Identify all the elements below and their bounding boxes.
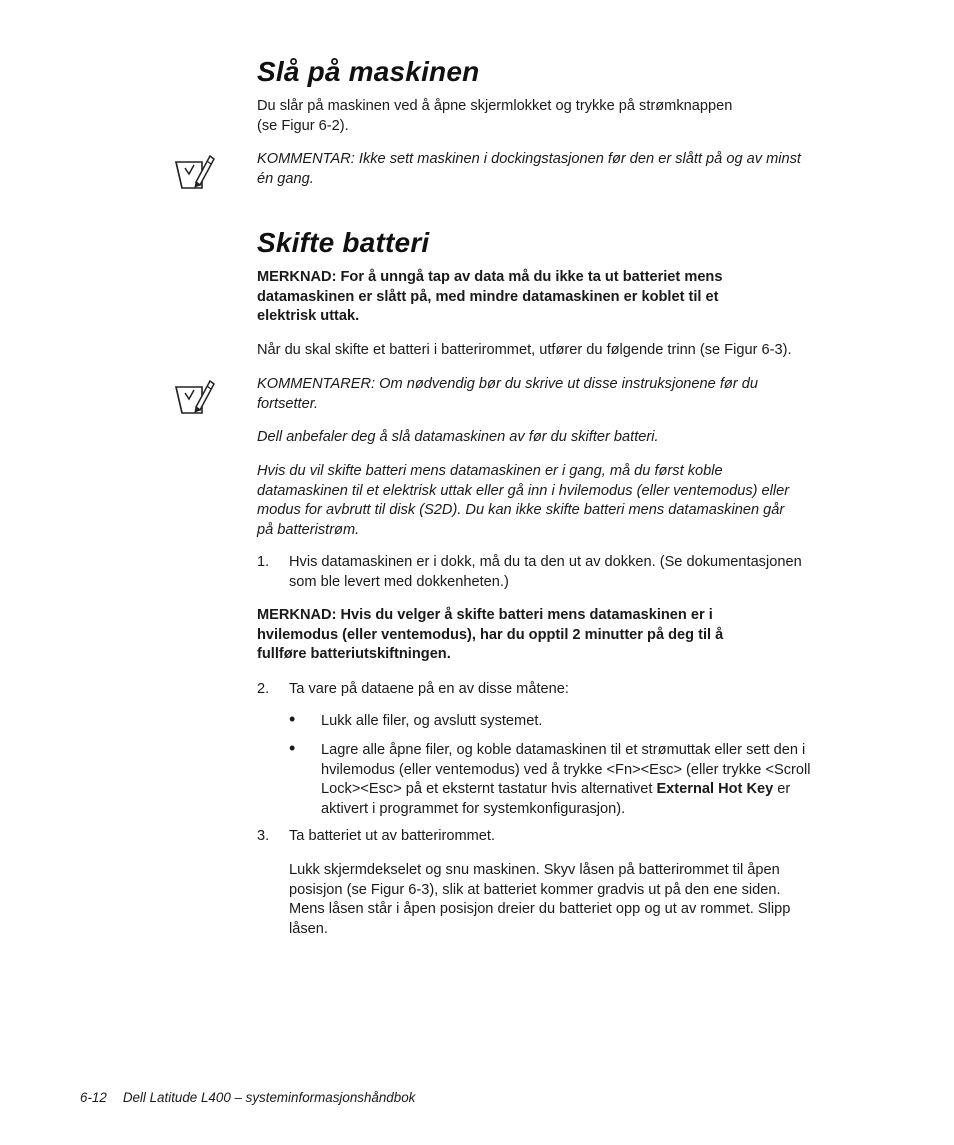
step-1 — [257, 553, 877, 593]
hot-swap-comment — [257, 462, 877, 540]
power-on-instructions — [257, 97, 877, 136]
step-2 — [257, 680, 877, 700]
note-pencil-icon — [172, 377, 216, 417]
text-line: KOMMENTAR: Ikke sett maskinen i dockingstasjonen før den er slått på og av minst — [257, 151, 801, 167]
text-line: datamaskinen til et elektrisk uttak eller gå inn i hvilemodus (eller ventemodus) eller — [257, 482, 790, 499]
comments-print-instructions — [257, 375, 877, 414]
bullet-text — [321, 741, 869, 819]
text-line: (se Figur 6-2). — [257, 117, 349, 134]
dell-recommendation: Dell anbefaler deg å slå datamaskinen av før du skifter batteri. — [257, 429, 659, 445]
text-line: MERKNAD: For å unngå tap av data må du ikke ta ut batteriet mens — [257, 269, 723, 285]
bullet-icon: • — [289, 738, 296, 758]
text-line: hvilemodus (eller ventemodus), har du opptil 2 minutter på deg til å — [257, 626, 724, 643]
list-item-bullet-1 — [289, 709, 869, 732]
text-line: Hvis du vil skifte batteri mens datamaskinen er i gang, må du først koble — [257, 463, 723, 479]
section-title-change-battery: Skifte batteri — [257, 227, 430, 258]
text-line: én gang. — [257, 170, 314, 187]
text-line — [321, 780, 869, 800]
text-line: Hvis datamaskinen er i dokk, må du ta den ut av dokken. (Se dokumentasjonen — [289, 554, 802, 570]
book-title: Dell Latitude L400 – systeminformasjonshåndbok — [122, 1090, 416, 1105]
text-line: låsen. — [289, 920, 328, 937]
docking-comment — [257, 150, 877, 189]
step-number: 1. — [257, 554, 270, 570]
text-line: fortsetter. — [257, 395, 319, 412]
note-pencil-icon — [172, 152, 216, 192]
text-line: KOMMENTARER: Om nødvendig bør du skrive ut disse instruksjonene før du — [257, 376, 758, 392]
text-line: Du slår på maskinen ved å åpne skjermlokket og trykke på strømknappen — [257, 98, 733, 114]
step-text: Ta vare på dataene på en av disse måtene: — [289, 681, 569, 697]
notice-standby — [257, 606, 877, 665]
text-line: Mens låsen står i åpen posisjon dreier du batteriet opp og ut av rommet. Slipp — [289, 901, 791, 917]
step-text: Ta batteriet ut av batterirommet. — [289, 828, 496, 844]
list-item-bullet-2 — [289, 738, 869, 821]
battery-intro: Når du skal skifte et batteri i batterirommet, utfører du følgende trinn (se Figur 6-3). — [257, 342, 792, 358]
step-3-details — [289, 861, 869, 939]
step-number: 2. — [257, 681, 270, 697]
section-title-power-on: Slå på maskinen — [257, 56, 480, 87]
step-3 — [257, 827, 877, 847]
text-line: MERKNAD: Hvis du velger å skifte batteri mens datamaskinen er i — [257, 607, 713, 623]
step-number: 3. — [257, 828, 270, 844]
text-line: aktivert i programmet for systemkonfigurasjon). — [321, 800, 626, 817]
text-line: elektrisk uttak. — [257, 308, 360, 324]
text-line: Lukk skjermdekselet og snu maskinen. Skyv låsen på batterirommet til åpen — [289, 862, 780, 878]
page-number: 6-12 — [80, 1090, 107, 1105]
text-line: modus for avbrutt til disk (S2D). Du kan ikke skifte batteri mens datamaskinen går — [257, 502, 785, 518]
text-line: på batteristrøm. — [257, 521, 360, 538]
text-span: Lock><Esc> på et eksternt tastatur hvis alternativet — [321, 781, 657, 797]
step-text — [289, 553, 877, 592]
text-line: som ble levert med dokkenheten.) — [289, 573, 509, 590]
external-hot-key-term: External Hot Key — [656, 781, 774, 797]
text-span: er — [773, 781, 791, 797]
notice-data-loss — [257, 268, 877, 327]
text-line: Lagre alle åpne filer, og koble datamaskinen til et strømuttak eller sett den i — [321, 742, 806, 758]
text-line: hvilemodus (eller ventemodus) ved å trykke <Fn><Esc> (eller trykke <Scroll — [321, 761, 811, 778]
text-line: fullføre batteriutskiftningen. — [257, 646, 451, 662]
text-line: posisjon (se Figur 6-3), slik at batteriet kommer gradvis ut på den ene siden. — [289, 881, 781, 898]
text-line: datamaskinen er slått på, med mindre datamaskinen er koblet til et — [257, 288, 719, 305]
page-footer — [80, 1090, 415, 1105]
bullet-icon: • — [289, 709, 296, 729]
bullet-text: Lukk alle filer, og avslutt systemet. — [321, 713, 543, 729]
